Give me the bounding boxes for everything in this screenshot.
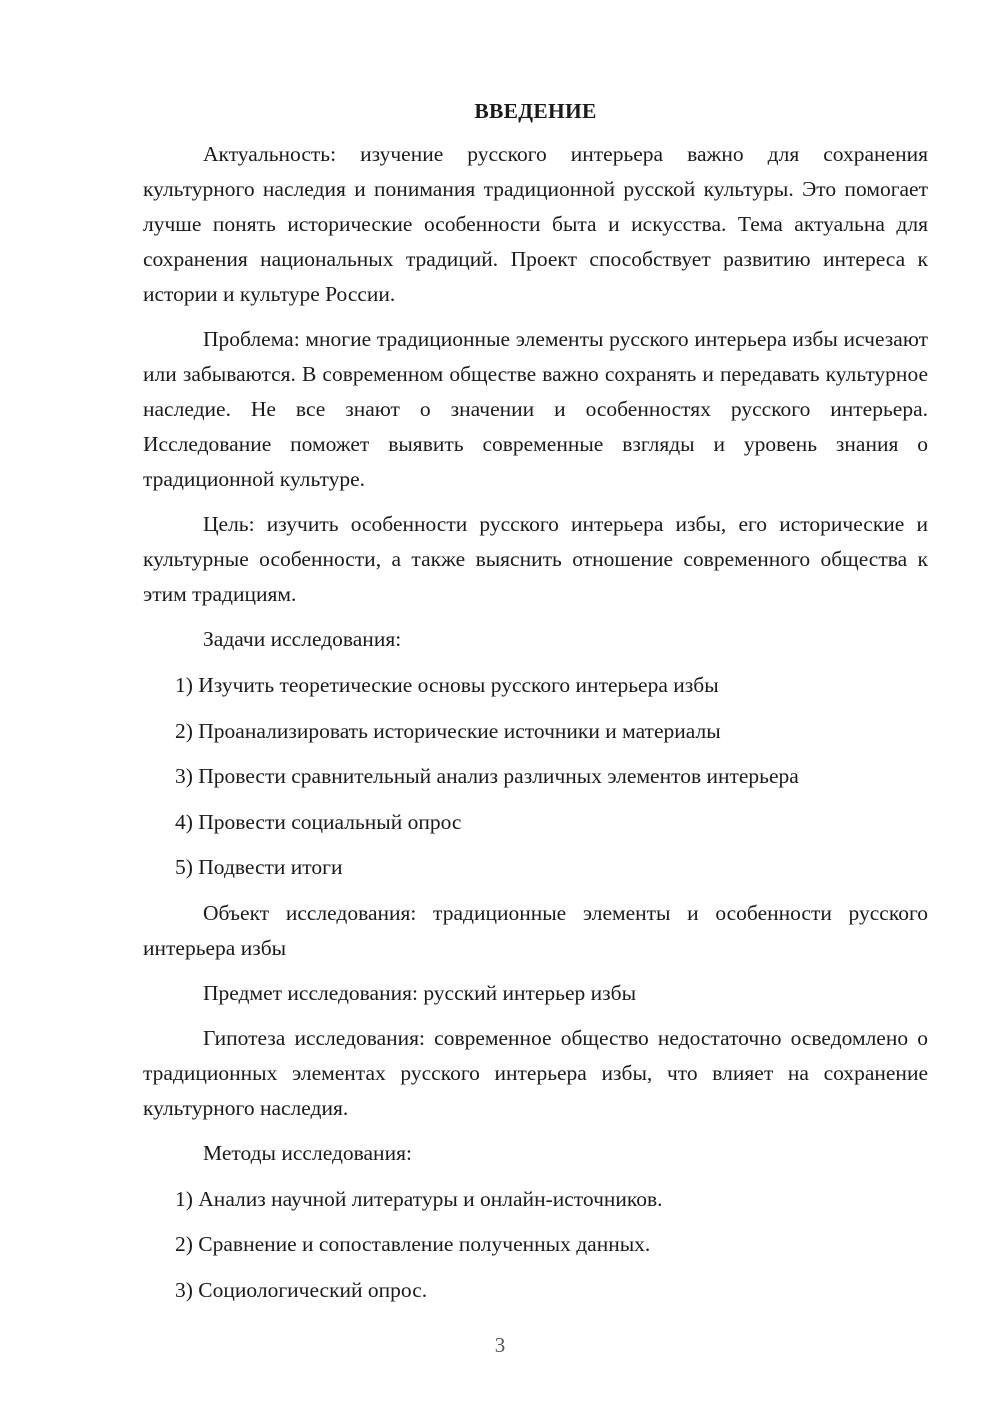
tasks-list: [143, 668, 928, 885]
methods-list: [143, 1182, 928, 1308]
list-item: 5) Подвести итоги: [175, 855, 343, 879]
subject-paragraph: Предмет исследования: русский интерьер избы: [203, 980, 637, 1005]
list-item: 2) Сравнение и сопоставление полученных данных.: [175, 1232, 651, 1256]
list-item: 1) Изучить теоретические основы русского интерьера избы: [175, 673, 719, 697]
hypothesis-paragraph: Гипотеза исследования: современное общество недостаточно осведомлено о традиционных элементах русского интерьера избы, что влияет на сохранение культурного наследия.: [143, 1025, 928, 1120]
methods-heading: Методы исследования:: [203, 1140, 412, 1165]
problem-paragraph: Проблема: многие традиционные элементы русского интерьера избы исчезают или забываются. В современном обществе важно сохранять и передавать культурное наследие. Не все знают о значении и особенностях русского интерьера. Исследование поможет выявить современные взгляды и уровень знания о традиционной культуре.: [143, 327, 928, 491]
page-number: 3: [494, 1333, 506, 1357]
tasks-heading: Задачи исследования:: [203, 627, 402, 651]
page-title: ВВЕДЕНИЕ: [474, 99, 597, 123]
list-item: 3) Социологический опрос.: [175, 1277, 428, 1302]
list-item: 2) Проанализировать исторические источники и материалы: [175, 718, 721, 743]
relevance-paragraph: Актуальность: изучение русского интерьера важно для сохранения культурного наследия и понимания традиционной русской культуры. Это помогает лучше понять исторические особенности быта и искусства. Тема актуальна для сохранения национальных традиций. Проект способствует развитию интереса к истории и культуре России.: [143, 142, 928, 306]
document-page: [143, 94, 928, 1318]
object-paragraph: Объект исследования: традиционные элементы и особенности русского интерьера избы: [143, 900, 928, 960]
list-item: 1) Анализ научной литературы и онлайн-источников.: [175, 1186, 663, 1211]
goal-paragraph: Цель: изучить особенности русского интерьера избы, его исторические и культурные особенности, а также выяснить отношение современного общества к этим традициям.: [143, 512, 928, 606]
list-item: 3) Провести сравнительный анализ различных элементов интерьера: [175, 764, 799, 788]
list-item: 4) Провести социальный опрос: [175, 809, 462, 834]
